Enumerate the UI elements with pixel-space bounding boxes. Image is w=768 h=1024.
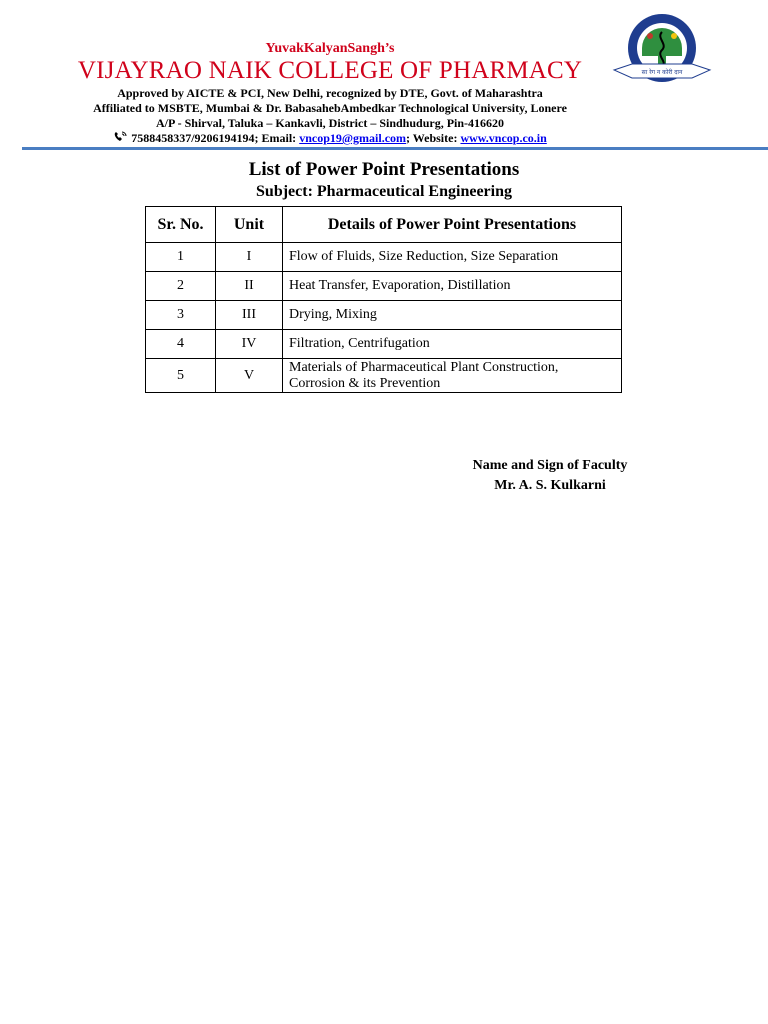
sr-no-cell: 5 <box>146 359 216 393</box>
logo-initials: VNCOP <box>653 84 671 90</box>
details-cell: Drying, Mixing <box>283 301 622 330</box>
sr-no-cell: 1 <box>146 243 216 272</box>
unit-cell: III <box>216 301 283 330</box>
details-cell: Filtration, Centrifugation <box>283 330 622 359</box>
header-divider <box>22 147 768 150</box>
header-sr-no: Sr. No. <box>146 207 216 243</box>
website-label: ; Website: <box>406 131 461 145</box>
table-row <box>146 301 622 330</box>
logo-ribbon-text: सा रेग न कोरी दान <box>641 69 683 76</box>
letterhead <box>0 40 660 146</box>
table-row <box>146 359 622 393</box>
unit-cell: V <box>216 359 283 393</box>
faculty-name: Mr. A. S. Kulkarni <box>494 478 606 493</box>
affiliation-line: Affiliated to MSBTE, Mumbai & Dr. BabasahebAmbedkar Technological University, Lonere <box>93 101 567 115</box>
college-logo <box>612 12 712 96</box>
phone-and-email-label: 7588458337/9206194194; Email: <box>131 131 300 145</box>
email-link[interactable]: vncop19@gmail.com <box>299 131 407 145</box>
page-subtitle: Subject: Pharmaceutical Engineering <box>256 183 512 200</box>
header-details: Details of Power Point Presentations <box>283 207 622 243</box>
college-name: VIJAYRAO NAIK COLLEGE OF PHARMACY <box>77 57 583 84</box>
table-row <box>146 330 622 359</box>
unit-cell: II <box>216 272 283 301</box>
table-row <box>146 243 622 272</box>
presentations-table <box>145 206 622 393</box>
faculty-signature-block <box>440 456 660 496</box>
contact-line <box>0 131 660 146</box>
website-link[interactable]: www.vncop.co.in <box>460 131 547 145</box>
header-unit: Unit <box>216 207 283 243</box>
sr-no-cell: 2 <box>146 272 216 301</box>
sr-no-cell: 3 <box>146 301 216 330</box>
sr-no-cell: 4 <box>146 330 216 359</box>
table-header-row <box>146 207 622 243</box>
unit-cell: I <box>216 243 283 272</box>
page-title: List of Power Point Presentations <box>248 159 520 180</box>
details-cell: Heat Transfer, Evaporation, Distillation <box>283 272 622 301</box>
unit-cell: IV <box>216 330 283 359</box>
phone-icon <box>113 131 127 143</box>
approval-line: Approved by AICTE & PCI, New Delhi, recognized by DTE, Govt. of Maharashtra <box>117 86 543 100</box>
society-name: YuvakKalyanSangh’s <box>265 41 395 56</box>
table-row <box>146 272 622 301</box>
address-line: A/P - Shirval, Taluka – Kankavli, District – Sindhudurg, Pin-416620 <box>155 116 505 130</box>
details-cell: Materials of Pharmaceutical Plant Construction, Corrosion & its Prevention <box>283 359 622 393</box>
details-cell: Flow of Fluids, Size Reduction, Size Separation <box>283 243 622 272</box>
signature-label: Name and Sign of Faculty <box>472 458 628 473</box>
